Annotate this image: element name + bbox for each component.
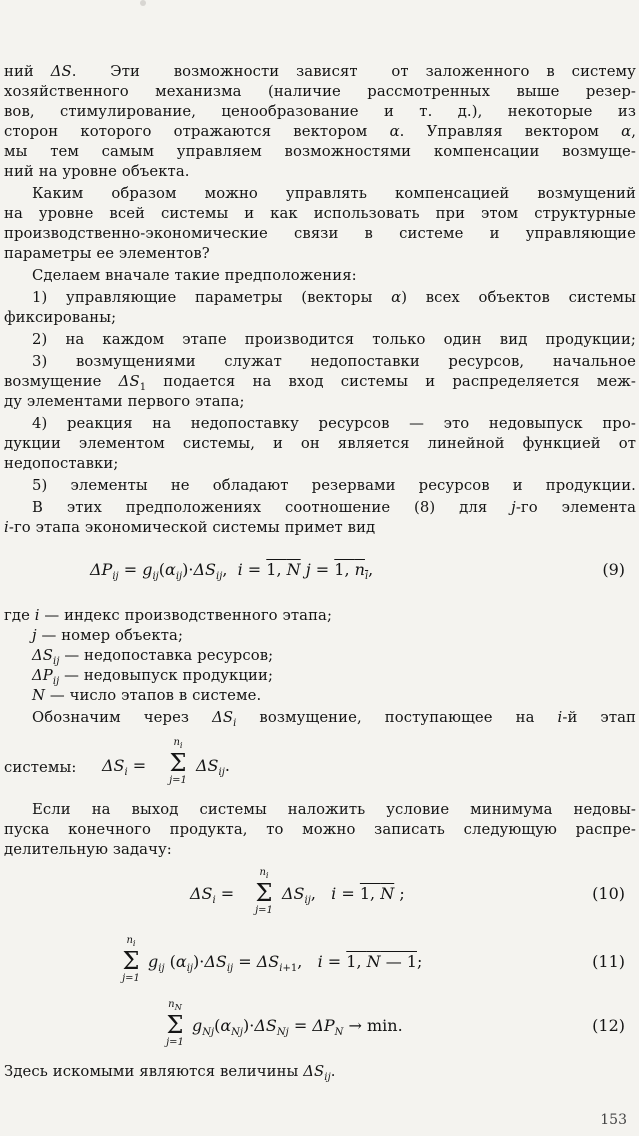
text-line: параметры ее элементов? bbox=[4, 245, 210, 262]
text-line: N — число этапов в системе. bbox=[32, 687, 262, 704]
text-line: вов, стимулирование, ценообразование и т. д.), некоторые из bbox=[4, 103, 636, 120]
text-line: 4) реакция на недопоставку ресурсов — это недовыпуск про- bbox=[32, 415, 636, 432]
text-line: системы: bbox=[4, 759, 77, 776]
text-line: недопоставки; bbox=[4, 455, 119, 472]
sigma-symbol: $n_i$ Σ j=1 bbox=[122, 935, 140, 984]
text-line: 2) на каждом этапе производится только один вид продукции; bbox=[32, 331, 636, 348]
text-line: производственно-экономические связи в системе и управляющие bbox=[4, 225, 636, 242]
text-line: ду элементами первого этапа; bbox=[4, 393, 245, 410]
text-line: j — номер объекта; bbox=[32, 627, 184, 644]
text-line: Сделаем вначале такие предположения: bbox=[32, 267, 357, 284]
equation-9: $\Delta P_{ij} = g_{ij}(\alpha_{ij})\cdot\Delta S_{ij}$, i = 1, N j = 1, $n_i$, bbox=[90, 560, 374, 583]
text-line: $\Delta P_{ij}$ — недовыпуск продукции; bbox=[32, 667, 274, 687]
sigma-symbol: $n_i$ Σ j=1 bbox=[169, 737, 187, 786]
text-line: хозяйственного механизма (наличие рассмотренных выше резер- bbox=[4, 83, 636, 100]
text-line: возмущение $\Delta S_1$ подается на вход системы и распределяется меж- bbox=[4, 373, 636, 393]
equation-10: $\Delta S_i$ = bbox=[190, 884, 235, 907]
text-line: 1) управляющие параметры (векторы α) всех объектов системы bbox=[32, 289, 636, 306]
sigma-symbol: $n_i$ Σ j=1 bbox=[255, 867, 273, 916]
text-line: Здесь искомыми являются величины $\Delta S_{ij}$. bbox=[4, 1063, 336, 1083]
equation-11: $g_{ij}$ $(\alpha_{ij})\cdot\Delta S_{ij} = \Delta S_{i+1}$, i = 1, N — 1; bbox=[148, 952, 423, 975]
equation-number: (10) bbox=[592, 884, 625, 903]
text-line: В этих предположениях соотношение (8) для j-го элемента bbox=[32, 499, 636, 516]
text-line: делительную задачу: bbox=[4, 841, 172, 858]
equation-number: (9) bbox=[602, 560, 625, 579]
equation-10-rhs: $\Delta S_{ij}$, i = 1, N ; bbox=[282, 884, 405, 907]
text-line: на уровне всей системы и как использовать при этом структурные bbox=[4, 205, 636, 222]
text-line: дукции элементом системы, и он является линейной функцией от bbox=[4, 435, 636, 452]
text-line: ний на уровне объекта. bbox=[4, 163, 190, 180]
text-line: где i — индекс производственного этапа; bbox=[4, 607, 333, 624]
text-line: i-го этапа экономической системы примет вид bbox=[4, 519, 376, 536]
text-line: Если на выход системы наложить условие минимума недовы- bbox=[32, 801, 636, 818]
text-line: 3) возмущениями служат недопоставки ресурсов, начальное bbox=[32, 353, 636, 370]
inline-sum-term: $\Delta S_{ij}$. bbox=[196, 756, 230, 779]
equation-number: (11) bbox=[592, 952, 625, 971]
scan-speck bbox=[140, 0, 146, 6]
inline-sum: $\Delta S_i$ = bbox=[102, 756, 147, 779]
text-line: сторон которого отражаются вектором α. Управляя вектором α, bbox=[4, 123, 636, 140]
page-number: 153 bbox=[600, 1112, 627, 1128]
sigma-symbol: $n_N$ Σ j=1 bbox=[166, 999, 184, 1048]
text-line: 5) элементы не обладают резервами ресурсов и продукции. bbox=[32, 477, 636, 494]
text-line: $\Delta S_{ij}$ — недопоставка ресурсов; bbox=[32, 647, 274, 667]
text-line: Обозначим через $\Delta S_i$ возмущение, поступающее на i-й этап bbox=[32, 709, 636, 729]
text-line: фиксированы; bbox=[4, 309, 117, 326]
text-line: ний ΔS. Эти возможности зависят от заложенного в систему bbox=[4, 63, 636, 80]
equation-12: $g_{Nj}(\alpha_{Nj})\cdot\Delta S_{Nj} = \Delta P_N \to \min$. bbox=[192, 1016, 403, 1039]
text-line: пуска конечного продукта, то можно записать следующую распре- bbox=[4, 821, 636, 838]
text-line: мы тем самым управляем возможностями компенсации возмуще- bbox=[4, 143, 636, 160]
equation-number: (12) bbox=[592, 1016, 625, 1035]
text-line: Каким образом можно управлять компенсацией возмущений bbox=[32, 185, 636, 202]
